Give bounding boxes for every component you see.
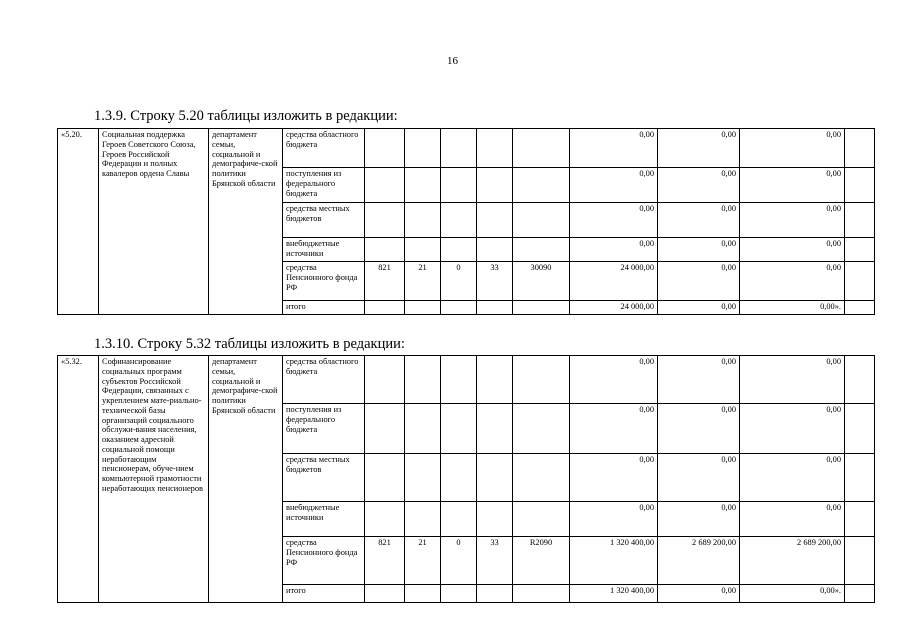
code-cell [477, 129, 513, 168]
amount-cell: 0,00 [740, 238, 845, 262]
budget-table [57, 355, 875, 603]
amount-cell: 0,00 [658, 404, 740, 454]
empty-cell [845, 356, 875, 404]
amount-cell: 0,00 [658, 262, 740, 301]
code-cell [365, 502, 405, 537]
funding-source: средства местных бюджетов [283, 203, 365, 238]
empty-cell [845, 238, 875, 262]
empty-cell [845, 203, 875, 238]
code-cell [477, 454, 513, 502]
measure-name: Софинансирование социальных программ субъектов Российской Федерации, связанных с укреплением мате-риально- технической базы организаций социального обслужи-вания населения, оказанием адресной социальной помощи неработающим пенсионерам, обуче-нием компьютерной грамотности неработающих пенсионеров [99, 356, 209, 603]
page-number: 16 [447, 55, 458, 67]
funding-source: средства Пенсионного фонда РФ [283, 262, 365, 301]
amount-cell: 0,00 [570, 238, 658, 262]
amount-cell: 0,00 [658, 356, 740, 404]
code-cell: 33 [477, 537, 513, 585]
amount-cell: 0,00 [658, 129, 740, 168]
code-cell [365, 168, 405, 203]
code-cell [513, 404, 570, 454]
amount-cell: 0,00 [740, 262, 845, 301]
code-cell: 0 [441, 537, 477, 585]
section-heading: 1.3.9. Строку 5.20 таблицы изложить в редакции: [94, 108, 398, 124]
code-cell: 21 [405, 537, 441, 585]
amount-cell: 0,00 [740, 502, 845, 537]
amount-cell: 0,00 [658, 238, 740, 262]
code-cell [365, 129, 405, 168]
code-cell [405, 238, 441, 262]
table-row [58, 129, 875, 168]
empty-cell [845, 404, 875, 454]
amount-cell: 1 320 400,00 [570, 585, 658, 603]
code-cell [405, 203, 441, 238]
code-cell [405, 301, 441, 315]
code-cell [477, 168, 513, 203]
code-cell [405, 404, 441, 454]
amount-cell: 0,00 [740, 404, 845, 454]
code-cell [513, 168, 570, 203]
amount-cell: 0,00 [740, 454, 845, 502]
code-cell [365, 203, 405, 238]
amount-cell: 0,00». [740, 301, 845, 315]
code-cell [441, 356, 477, 404]
code-cell: 0 [441, 262, 477, 301]
code-cell [441, 502, 477, 537]
amount-cell: 0,00 [740, 356, 845, 404]
amount-cell: 0,00 [658, 585, 740, 603]
budget-table [57, 128, 875, 315]
code-cell [365, 585, 405, 603]
code-cell: 33 [477, 262, 513, 301]
code-cell [405, 356, 441, 404]
empty-cell [845, 585, 875, 603]
code-cell [441, 404, 477, 454]
code-cell [513, 454, 570, 502]
funding-source: поступления из федерального бюджета [283, 404, 365, 454]
code-cell [513, 301, 570, 315]
amount-cell: 0,00 [570, 203, 658, 238]
code-cell: R2090 [513, 537, 570, 585]
funding-source: средства Пенсионного фонда РФ [283, 537, 365, 585]
code-cell: 821 [365, 262, 405, 301]
code-cell [365, 301, 405, 315]
code-cell [513, 502, 570, 537]
code-cell [513, 129, 570, 168]
measure-name: Социальная поддержка Героев Советского Союза, Героев Российской Федерации и полных кавалеров ордена Славы [99, 129, 209, 315]
amount-cell: 0,00 [570, 168, 658, 203]
row-number: «5.20. [58, 129, 99, 315]
amount-cell: 0,00 [570, 129, 658, 168]
code-cell [513, 585, 570, 603]
empty-cell [845, 129, 875, 168]
amount-cell: 2 689 200,00 [658, 537, 740, 585]
code-cell [513, 203, 570, 238]
row-number: «5.32. [58, 356, 99, 603]
table-row [58, 356, 875, 404]
code-cell [365, 404, 405, 454]
code-cell [477, 301, 513, 315]
executor: департамент семьи, социальной и демографиче-ской политики Брянской области [209, 129, 283, 315]
amount-cell: 24 000,00 [570, 301, 658, 315]
code-cell: 30090 [513, 262, 570, 301]
empty-cell [845, 168, 875, 203]
code-cell [441, 301, 477, 315]
code-cell [477, 404, 513, 454]
funding-source: итого [283, 585, 365, 603]
funding-source: средства областного бюджета [283, 356, 365, 404]
code-cell [365, 238, 405, 262]
code-cell [477, 238, 513, 262]
code-cell: 21 [405, 262, 441, 301]
amount-cell: 0,00 [658, 203, 740, 238]
code-cell [441, 585, 477, 603]
amount-cell: 0,00 [658, 301, 740, 315]
amount-cell: 24 000,00 [570, 262, 658, 301]
empty-cell [845, 502, 875, 537]
code-cell [365, 356, 405, 404]
code-cell [477, 585, 513, 603]
amount-cell: 0,00 [658, 168, 740, 203]
code-cell [477, 356, 513, 404]
amount-cell: 1 320 400,00 [570, 537, 658, 585]
code-cell [441, 454, 477, 502]
code-cell [405, 454, 441, 502]
funding-source: внебюджетные источники [283, 238, 365, 262]
empty-cell [845, 301, 875, 315]
executor: департамент семьи, социальной и демографиче-ской политики Брянской области [209, 356, 283, 603]
amount-cell: 2 689 200,00 [740, 537, 845, 585]
code-cell [405, 168, 441, 203]
funding-source: итого [283, 301, 365, 315]
funding-source: средства местных бюджетов [283, 454, 365, 502]
code-cell [405, 585, 441, 603]
empty-cell [845, 262, 875, 301]
code-cell [365, 454, 405, 502]
code-cell [477, 502, 513, 537]
empty-cell [845, 454, 875, 502]
code-cell [405, 129, 441, 168]
funding-source: внебюджетные источники [283, 502, 365, 537]
amount-cell: 0,00 [570, 502, 658, 537]
code-cell [441, 203, 477, 238]
code-cell [405, 502, 441, 537]
amount-cell: 0,00 [740, 129, 845, 168]
amount-cell: 0,00». [740, 585, 845, 603]
code-cell [513, 238, 570, 262]
amount-cell: 0,00 [658, 502, 740, 537]
funding-source: средства областного бюджета [283, 129, 365, 168]
empty-cell [845, 537, 875, 585]
amount-cell: 0,00 [740, 203, 845, 238]
code-cell: 821 [365, 537, 405, 585]
code-cell [441, 168, 477, 203]
code-cell [441, 238, 477, 262]
section-heading: 1.3.10. Строку 5.32 таблицы изложить в редакции: [94, 336, 405, 352]
amount-cell: 0,00 [570, 356, 658, 404]
funding-source: поступления из федерального бюджета [283, 168, 365, 203]
amount-cell: 0,00 [658, 454, 740, 502]
code-cell [513, 356, 570, 404]
amount-cell: 0,00 [740, 168, 845, 203]
code-cell [477, 203, 513, 238]
amount-cell: 0,00 [570, 454, 658, 502]
amount-cell: 0,00 [570, 404, 658, 454]
code-cell [441, 129, 477, 168]
